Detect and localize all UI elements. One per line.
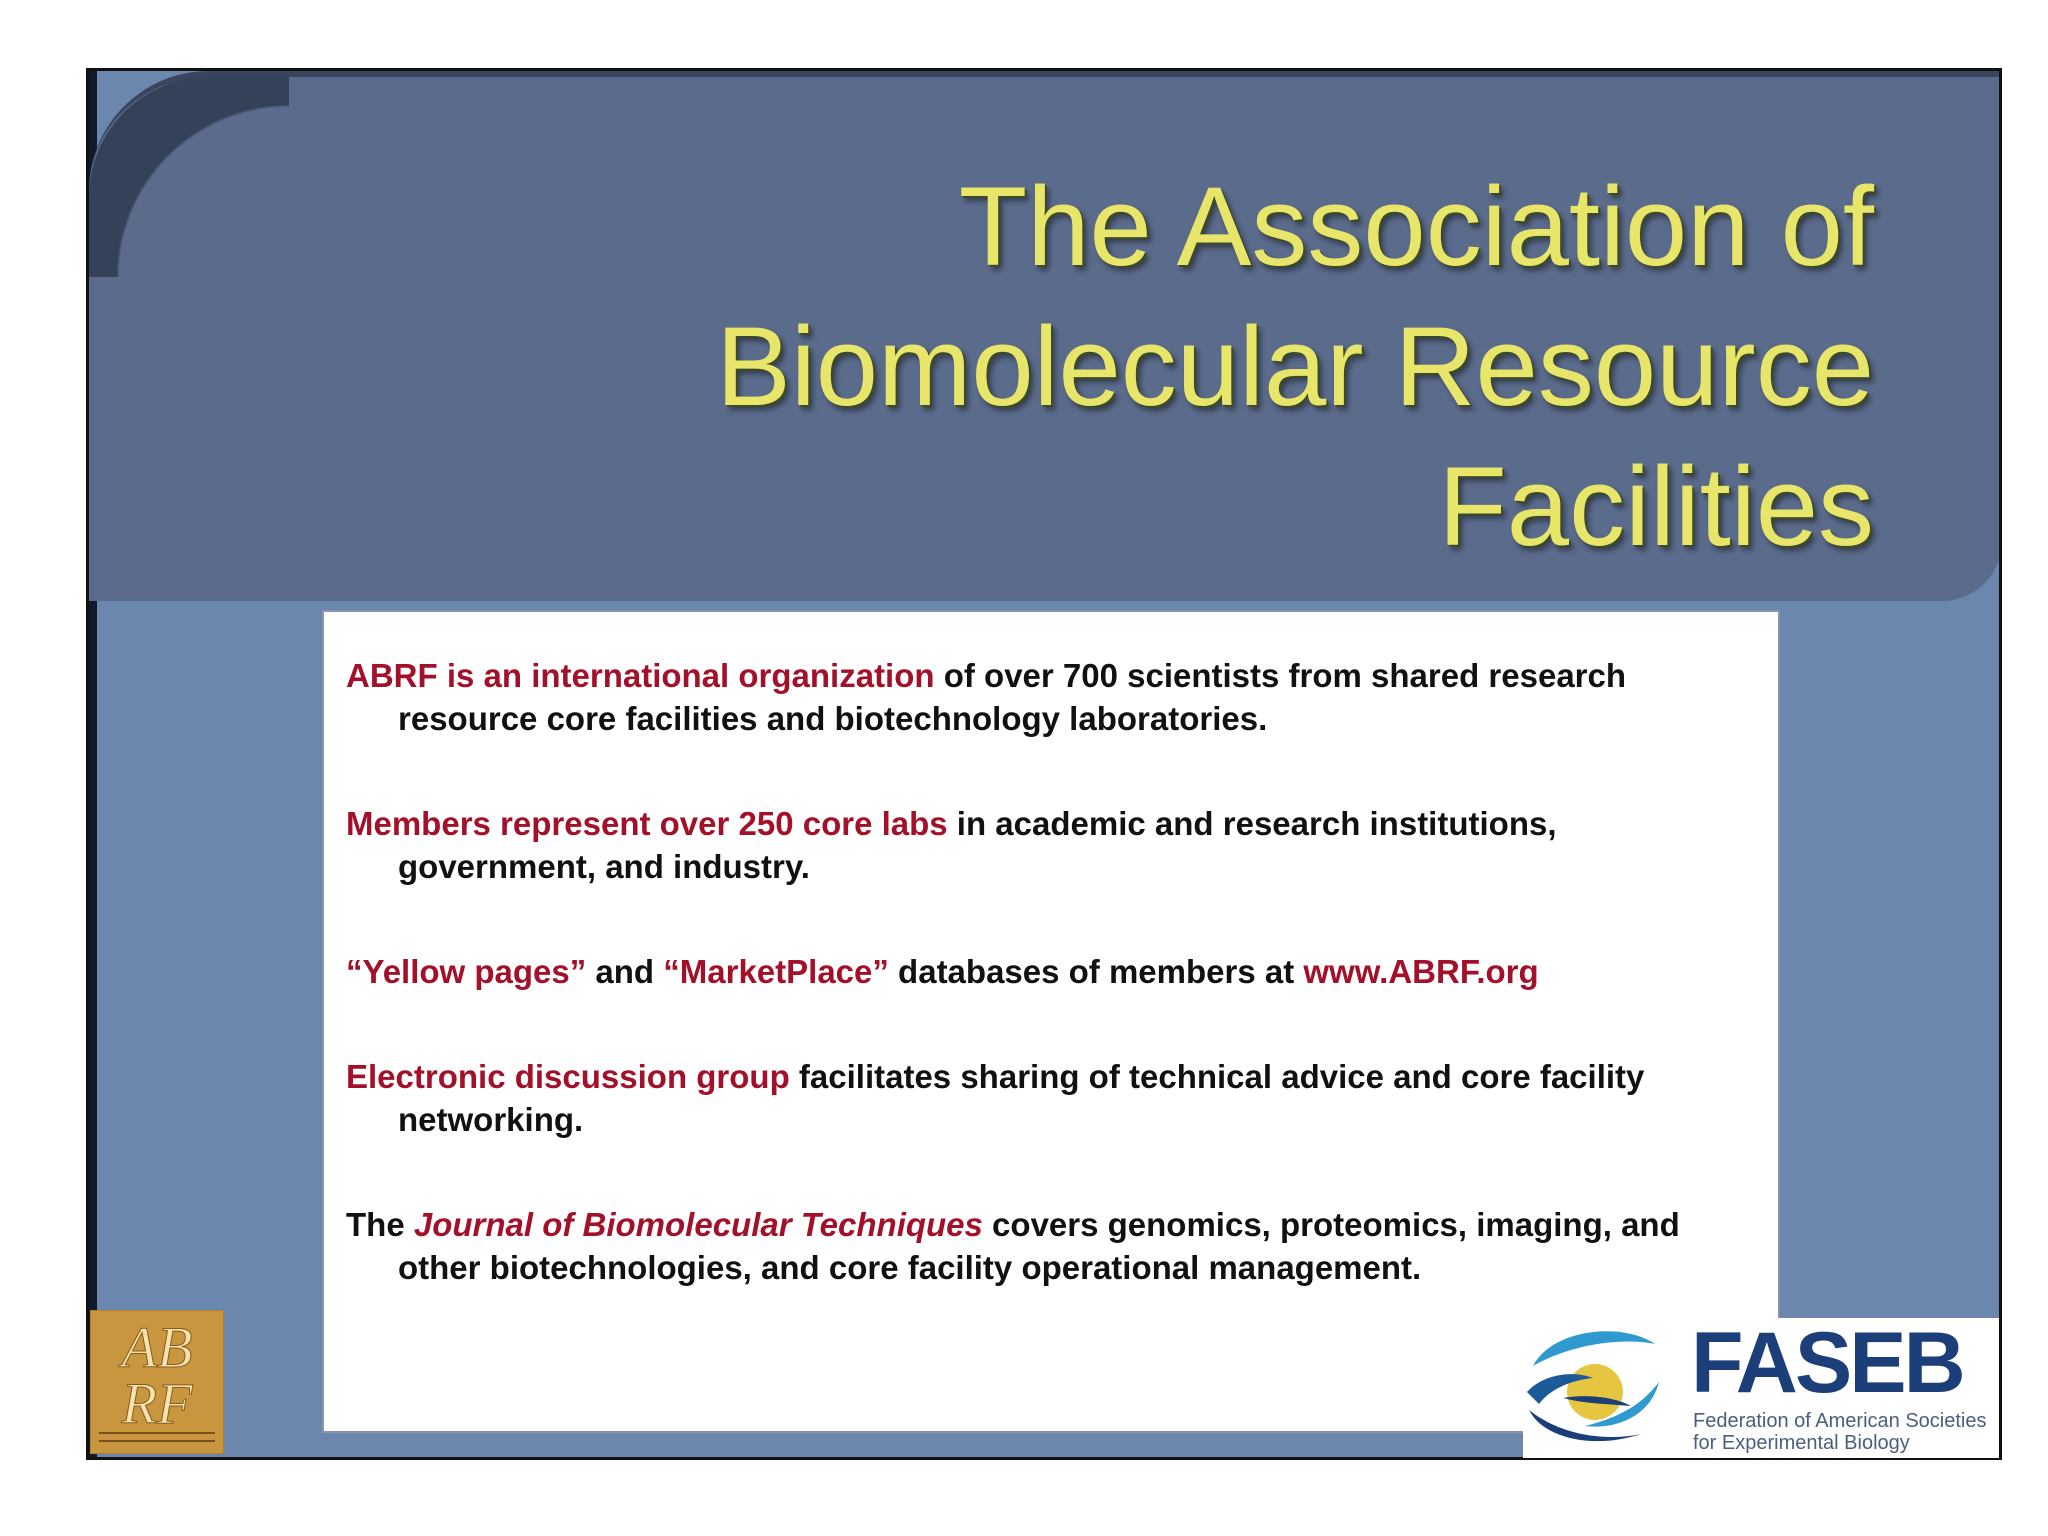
abrf-website-link[interactable]: www.ABRF.org bbox=[1303, 953, 1539, 990]
bullet-journal bbox=[346, 1203, 1748, 1289]
bullet-text: and bbox=[586, 953, 664, 990]
title-line-1: The Association of bbox=[958, 164, 1874, 289]
bullet-discussion-group bbox=[346, 1055, 1748, 1141]
abrf-logo-text-top: AB bbox=[121, 1315, 193, 1380]
bullet-members bbox=[346, 802, 1748, 888]
faseb-subtitle bbox=[1693, 1410, 1987, 1454]
faseb-emblem-icon bbox=[1523, 1322, 1663, 1452]
bullet-lead: The bbox=[346, 1206, 414, 1243]
bullet-highlight: Members represent over 250 core labs bbox=[346, 805, 948, 842]
faseb-logo bbox=[1523, 1315, 1999, 1458]
title-line-3: Facilities bbox=[1438, 444, 1874, 569]
abrf-logo-text-bottom: RF bbox=[121, 1371, 193, 1436]
title-line-2: Biomolecular Resource bbox=[716, 304, 1874, 429]
bullet-text: databases of members at bbox=[888, 953, 1304, 990]
abrf-logo bbox=[90, 1310, 224, 1454]
bullet-text: covers genomics, proteomics, imaging, and other biotechnologies, and core facility operational management. bbox=[398, 1206, 1680, 1286]
bullet-list bbox=[346, 654, 1748, 1351]
content-box bbox=[322, 610, 1780, 1433]
bullet-text: of over 700 scientists from shared research resource core facilities and biotechnology laboratories. bbox=[398, 657, 1627, 737]
bullet-organization bbox=[346, 654, 1748, 740]
bullet-text: in academic and research institutions, government, and industry. bbox=[398, 805, 1557, 885]
title-panel bbox=[89, 71, 2002, 601]
bullet-highlight: Electronic discussion group bbox=[346, 1058, 790, 1095]
faseb-subtitle-line-1: Federation of American Societies bbox=[1693, 1410, 1987, 1432]
faseb-wordmark: FASEB bbox=[1691, 1315, 1963, 1411]
bullet-highlight: ABRF is an international organization bbox=[346, 657, 935, 694]
journal-title: Journal of Biomolecular Techniques bbox=[413, 1206, 983, 1243]
slide-title bbox=[716, 157, 1874, 577]
faseb-subtitle-line-2: for Experimental Biology bbox=[1693, 1432, 1910, 1454]
bullet-databases bbox=[346, 950, 1748, 993]
bullet-text: facilitates sharing of technical advice and core facility networking. bbox=[398, 1058, 1645, 1138]
bullet-highlight-yellow-pages: “Yellow pages” bbox=[346, 953, 587, 990]
bullet-highlight-marketplace: “MarketPlace” bbox=[663, 953, 889, 990]
